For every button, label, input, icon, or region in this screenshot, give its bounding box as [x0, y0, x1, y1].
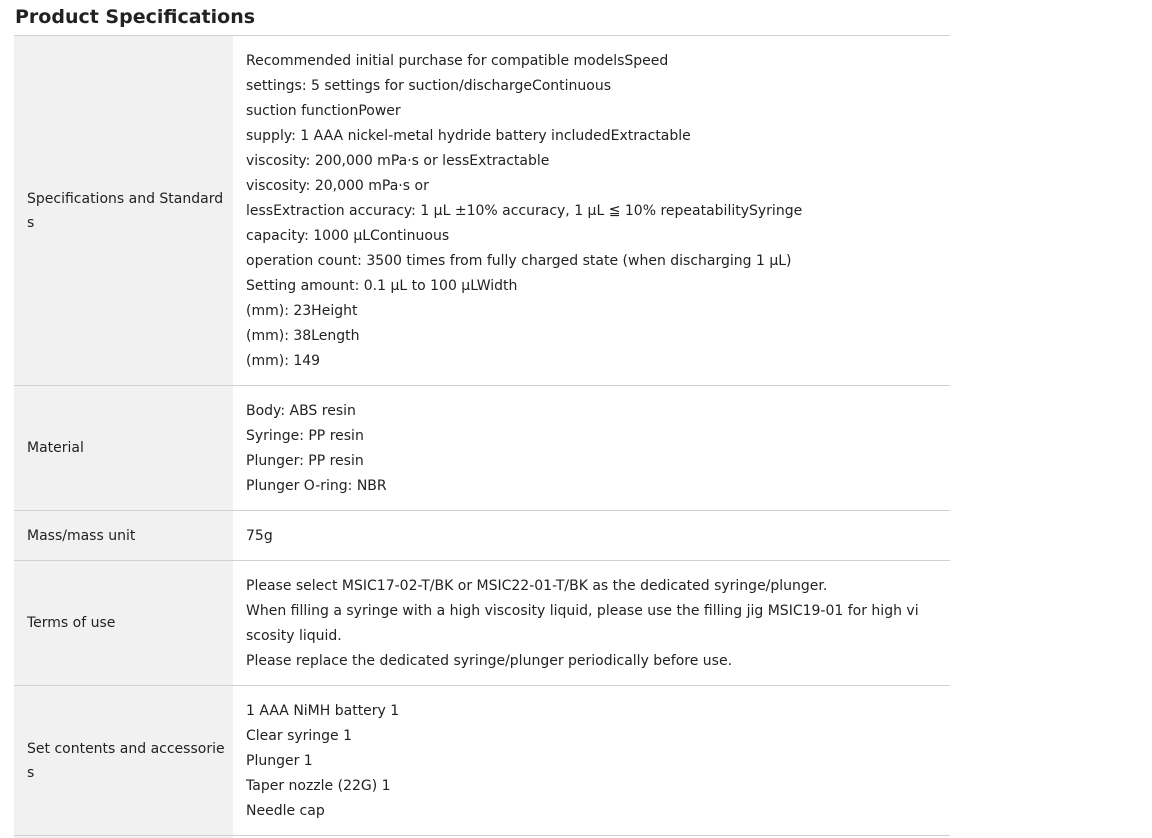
- spec-value-line: Plunger O-ring: NBR: [246, 478, 387, 494]
- spec-value-line: scosity liquid.: [246, 628, 342, 644]
- spec-row-material: [14, 386, 950, 511]
- spec-value-line: viscosity: 200,000 mPa·s or lessExtractable: [246, 153, 550, 169]
- spec-value-line: settings: 5 settings for suction/dischargeContinuous: [246, 78, 612, 94]
- spec-value: [233, 36, 950, 385]
- spec-value-line: suction functionPower: [246, 103, 401, 119]
- spec-value-line: (mm): 23Height: [246, 303, 358, 319]
- spec-value-line: lessExtraction accuracy: 1 μL ±10% accuracy, 1 μL ≦ 10% repeatabilitySyringe: [246, 203, 803, 219]
- spec-value-line: capacity: 1000 μLContinuous: [246, 228, 450, 244]
- spec-value-line: 75g: [246, 528, 273, 544]
- spec-value-line: Please replace the dedicated syringe/plunger periodically before use.: [246, 653, 733, 669]
- spec-value: [233, 511, 950, 560]
- spec-value-line: (mm): 38Length: [246, 328, 360, 344]
- spec-value-line: Plunger 1: [246, 753, 313, 769]
- spec-value-line: supply: 1 AAA nickel-metal hydride battery includedExtractable: [246, 128, 691, 144]
- spec-value-line: Needle cap: [246, 803, 325, 819]
- spec-value-line: (mm): 149: [246, 353, 321, 369]
- spec-value-line: operation count: 3500 times from fully charged state (when discharging 1 μL): [246, 253, 792, 269]
- spec-table: [14, 35, 950, 838]
- spec-row-terms-of-use: [14, 561, 950, 686]
- spec-label: Set contents and accessories: [14, 686, 233, 835]
- spec-label: Material: [14, 386, 233, 510]
- spec-value-line: Recommended initial purchase for compatible modelsSpeed: [246, 53, 669, 69]
- spec-value-line: viscosity: 20,000 mPa·s or: [246, 178, 429, 194]
- spec-row-specifications: [14, 36, 950, 386]
- spec-value-line: Syringe: PP resin: [246, 428, 364, 444]
- spec-row-mass: [14, 511, 950, 561]
- spec-value-line: Taper nozzle (22G) 1: [246, 778, 391, 794]
- spec-label: Terms of use: [14, 561, 233, 685]
- spec-label: Specifications and Standards: [14, 36, 233, 385]
- spec-label: Mass/mass unit: [14, 511, 233, 560]
- spec-value-line: Setting amount: 0.1 μL to 100 μLWidth: [246, 278, 518, 294]
- spec-value: [233, 561, 950, 685]
- spec-value: [233, 386, 950, 510]
- spec-value-line: Plunger: PP resin: [246, 453, 364, 469]
- spec-value-line: 1 AAA NiMH battery 1: [246, 703, 400, 719]
- spec-value-line: When filling a syringe with a high viscosity liquid, please use the filling jig MSIC19-01 for high vi: [246, 603, 919, 619]
- spec-value-line: Clear syringe 1: [246, 728, 353, 744]
- page-title: Product Specifications: [15, 6, 256, 28]
- spec-value-line: Body: ABS resin: [246, 403, 356, 419]
- spec-row-set-contents: [14, 686, 950, 836]
- spec-value-line: Please select MSIC17-02-T/BK or MSIC22-01-T/BK as the dedicated syringe/plunger.: [246, 578, 828, 594]
- spec-value: [233, 686, 950, 835]
